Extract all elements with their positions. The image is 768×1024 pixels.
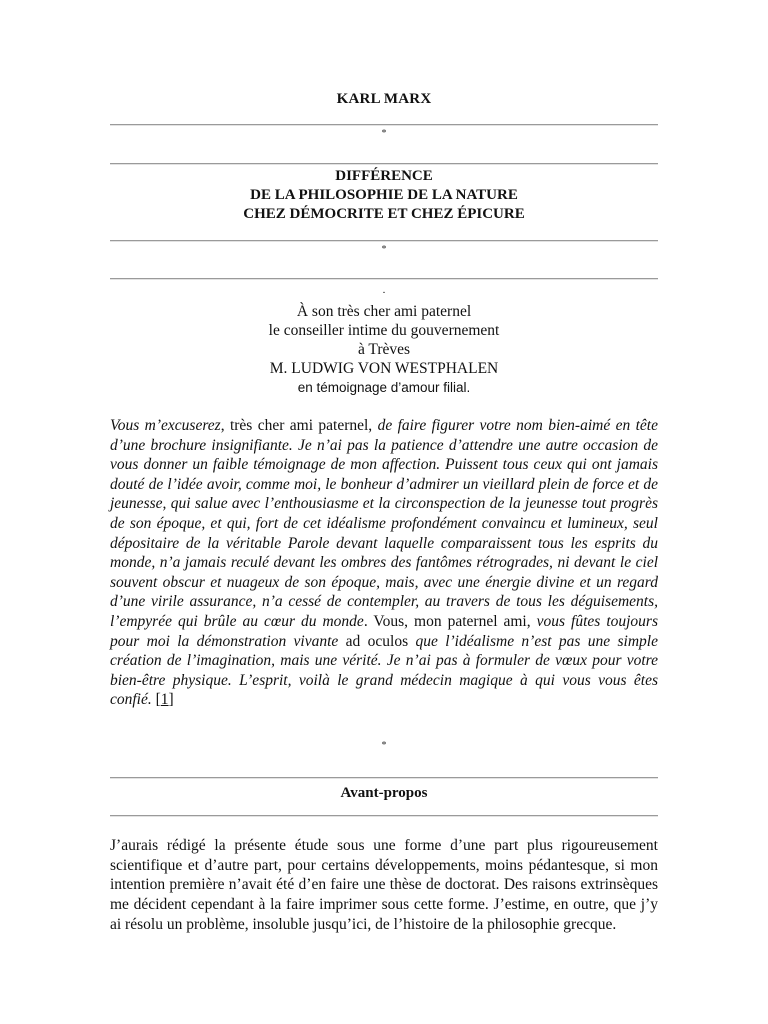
letter-span: , très cher ami paternel, xyxy=(220,417,378,434)
separator-star: * xyxy=(381,740,387,751)
dedication-line: à Trèves xyxy=(357,341,411,358)
letter-span: [ xyxy=(151,691,161,709)
letter-span: ] xyxy=(168,691,174,709)
author-heading: KARL MARX xyxy=(336,91,432,107)
title-line: DIFFÉRENCE xyxy=(335,168,433,184)
separator-rule xyxy=(110,240,658,242)
dedication-dot: . xyxy=(382,284,386,296)
dedication-block xyxy=(110,302,658,397)
dedication-name: M. LUDWIG VON WESTPHALEN xyxy=(269,360,499,377)
section-heading: Avant-propos xyxy=(340,785,428,801)
separator-rule xyxy=(110,124,658,126)
work-title xyxy=(110,167,658,224)
letter-span: de faire figurer votre nom bien-aimé en tête d’une brochure insignifiante. Je n’ai pas la patience d’attendre une autre occasion de vous donner un faible témoignage de mon affection. Puissent tous ceux qui ont jamais douté de l’idée avoir, comme moi, le bonheur d’admirer un vieillard plein de force et de jeunesse, qui salue avec l’enthousiasme et la circonspection de la jeunesse tout progrès de son époque, et qui, fort de cet idéalisme profondément convaincu et lumineux, seul dépositaire de la véritable Parole devant laquelle comparaissent tous les esprits du monde, n’a jamais reculé devant les ombres des fantômes rétrogrades, ni devant le ciel souvent obscur et nuageux de son époque, mais, avec une énergie divine et un regard d’une virile assurance, n’a cessé de contempler, au travers de tous les déguisements, l’empyrée qui brûle au cœur du monde xyxy=(110,417,658,630)
separator-star: * xyxy=(381,244,387,255)
dedication-line: le conseiller intime du gouvernement xyxy=(268,322,500,339)
dedication-closing: en témoignage d’amour filial. xyxy=(297,380,471,395)
dedication-line: À son très cher ami paternel xyxy=(296,303,472,320)
separator-rule xyxy=(110,815,658,817)
separator-rule xyxy=(110,278,658,280)
foreword-text: J’aurais rédigé la présente étude sous une forme d’une part plus rigoureusement scientifique et d’autre part, pour certains développements, moins pédantesque, si mon intention première n’avait été d’en faire une thèse de doctorat. Des raisons extrinsèques me décident cependant à la faire imprimer sous cette forme. J’estime, en outre, que j’y ai résolu un problème, insoluble jusqu’ici, de l’histoire de la philosophie grecque. xyxy=(110,837,658,933)
separator-star: * xyxy=(381,128,387,139)
title-line: DE LA PHILOSOPHIE DE LA NATURE xyxy=(250,187,518,203)
footnote-link[interactable]: 1 xyxy=(160,691,169,709)
separator-rule xyxy=(110,163,658,165)
title-line: CHEZ DÉMOCRITE ET CHEZ ÉPICURE xyxy=(243,206,525,222)
letter-span: que l’idéalisme n’est pas une simple création de l’imagination, mais une vérité. Je n’ai pas à formuler de vœux pour votre bien-être physique. L’esprit, voilà le grand médecin magique à qui vous vous êtes confié. xyxy=(110,632,658,709)
letter-span: ad oculos xyxy=(338,632,416,650)
letter-span: Vous m’excuserez xyxy=(110,417,221,434)
dedication-letter xyxy=(110,416,658,710)
separator-rule xyxy=(110,777,658,779)
letter-span: vous fûtes toujours pour moi la démonstration vivante xyxy=(110,612,658,650)
letter-span: . Vous, mon paternel ami, xyxy=(363,612,537,630)
